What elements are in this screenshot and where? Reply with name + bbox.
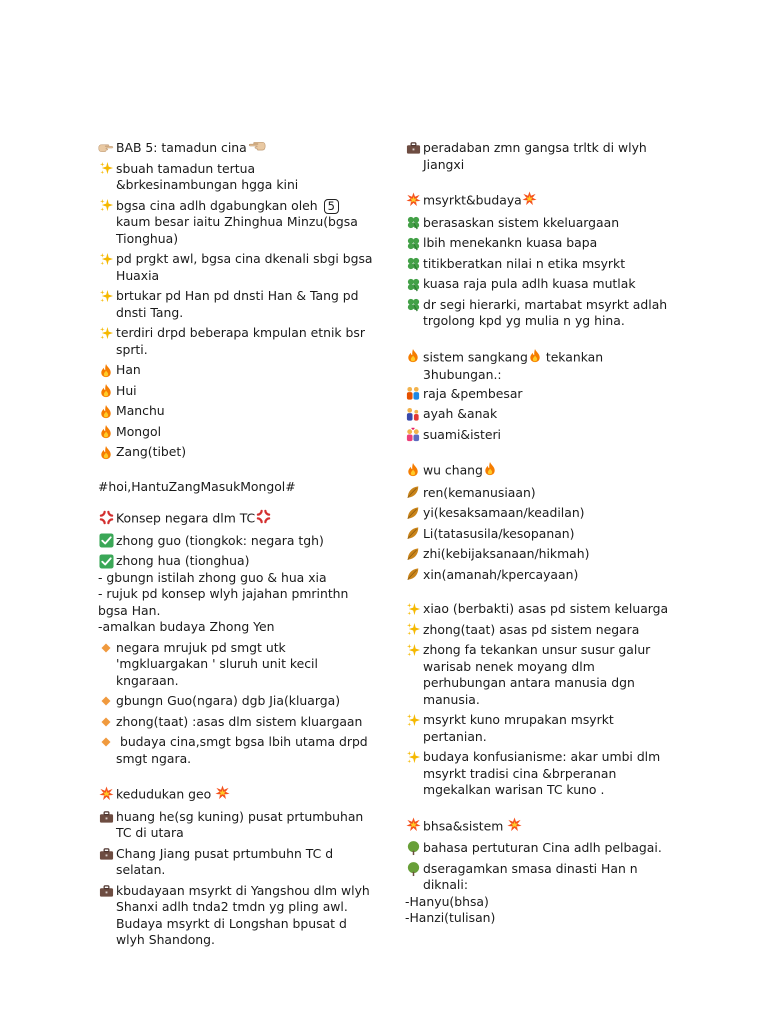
tree-item bbox=[405, 861, 675, 894]
tree-item bbox=[405, 840, 675, 857]
section-heading bbox=[405, 348, 675, 384]
sparkles-icon bbox=[98, 288, 114, 304]
four-leaf-clover-icon bbox=[405, 256, 421, 272]
dash-item: -Hanzi(tulisan) bbox=[405, 910, 496, 925]
pointing-left-hand-icon bbox=[248, 140, 266, 157]
collision-icon bbox=[522, 191, 537, 211]
ethnic-name: Hui bbox=[116, 382, 137, 398]
section-heading bbox=[98, 509, 378, 529]
clover-item bbox=[405, 256, 675, 273]
briefcase-icon bbox=[98, 883, 114, 899]
clover-text: kuasa raja pula adlh kuasa mutlak bbox=[423, 276, 636, 291]
fallen-leaf-icon bbox=[405, 485, 421, 501]
fire-icon bbox=[98, 362, 114, 378]
note-text: bgsa cina adlh dgabungkan oleh bbox=[116, 197, 318, 213]
hashtag: #hoi,HantuZangMasukMongol# bbox=[98, 478, 296, 494]
sparkles-icon bbox=[98, 161, 114, 177]
diamond-item bbox=[98, 693, 378, 710]
four-leaf-clover-icon bbox=[405, 297, 421, 313]
dash-item: -amalkan budaya Zhong Yen bbox=[98, 619, 275, 635]
section-heading bbox=[405, 191, 675, 211]
collision-icon bbox=[98, 785, 114, 801]
diamond-text: budaya cina,smgt bgsa lbih utama drpd smgt ngara. bbox=[116, 734, 372, 766]
orange-diamond-icon bbox=[98, 640, 114, 656]
dash-item: -Hanyu(bhsa) bbox=[405, 893, 489, 909]
ethnic-item bbox=[98, 383, 378, 400]
fallen-leaf-icon bbox=[405, 546, 421, 562]
leaf-item bbox=[405, 505, 675, 522]
note-text: pd prgkt awl, bgsa cina dkenali sbgi bgsa Huaxia bbox=[116, 251, 373, 283]
fallen-leaf-icon bbox=[405, 526, 421, 542]
check-mark-icon bbox=[98, 533, 114, 549]
check-item bbox=[98, 533, 378, 550]
sparkle-text: zhong(taat) asas pd sistem negara bbox=[423, 621, 640, 637]
fire-icon bbox=[98, 403, 114, 419]
leaf-text: ren(kemanusiaan) bbox=[423, 484, 536, 500]
briefcase-item bbox=[98, 809, 378, 842]
relation-text: ayah &anak bbox=[423, 406, 498, 421]
collision-icon bbox=[507, 817, 522, 837]
clover-item bbox=[405, 235, 675, 252]
ethnic-name: Han bbox=[116, 362, 141, 378]
sparkle-item bbox=[405, 642, 675, 708]
deciduous-tree-icon bbox=[405, 840, 421, 856]
section-heading-text: kedudukan geo bbox=[116, 786, 216, 802]
leaf-item bbox=[405, 485, 675, 502]
note-text: kaum besar iaitu Zhinghua Minzu(bgsa Tionghua) bbox=[116, 214, 358, 246]
relation-text: suami&isteri bbox=[423, 426, 501, 442]
sparkle-text: zhong fa tekankan unsur susur galur warisab nenek moyang dlm perhubungan antara manusia dgn manusia. bbox=[423, 642, 651, 707]
note-item bbox=[98, 198, 378, 248]
briefcase-item bbox=[98, 846, 378, 879]
orange-diamond-icon bbox=[98, 734, 114, 750]
section-heading bbox=[405, 817, 675, 837]
fire-icon bbox=[98, 383, 114, 399]
briefcase-item bbox=[98, 883, 378, 949]
section-heading-text: sistem sangkang bbox=[423, 348, 528, 364]
left-column bbox=[98, 140, 378, 953]
sparkle-text: xiao (berbakti) asas pd sistem keluarga bbox=[423, 601, 669, 616]
briefcase-text: kbudayaan msyrkt di Yangshou dlm wlyh Shanxi adlh tnda2 tmdn yg pling awl. Budaya msyrkt di Longshan bpusat d wlyh Shandong. bbox=[116, 882, 370, 948]
sparkles-icon bbox=[405, 642, 421, 658]
ethnic-item bbox=[98, 424, 378, 441]
fire-icon bbox=[528, 348, 542, 368]
anger-icon bbox=[98, 509, 114, 525]
briefcase-icon bbox=[98, 809, 114, 825]
briefcase-text: huang he(sg kuning) pusat prtumbuhan TC di utara bbox=[116, 808, 364, 841]
relation-item bbox=[405, 406, 675, 423]
section-heading-text: bhsa&sistem bbox=[423, 817, 508, 833]
leaf-item bbox=[405, 526, 675, 543]
clover-text: dr segi hierarki, martabat msyrkt adlah trgolong kpd yg mulia n yg hina. bbox=[423, 296, 668, 328]
ethnic-item bbox=[98, 444, 378, 461]
section-heading-text: msyrkt&budaya bbox=[423, 192, 522, 208]
ethnic-item bbox=[98, 403, 378, 420]
section-heading-text: tekankan 3hubungan.: bbox=[423, 348, 608, 382]
leaf-text: xin(amanah/kpercayaan) bbox=[423, 566, 579, 582]
sparkle-item bbox=[405, 622, 675, 639]
fire-icon bbox=[98, 444, 114, 460]
clover-item bbox=[405, 215, 675, 232]
briefcase-item bbox=[405, 140, 675, 173]
sparkle-text: budaya konfusianisme: akar umbi dlm msyrkt tradisi cina &brperanan mgekalkan warisan TC kuno . bbox=[423, 749, 661, 797]
note-item bbox=[98, 161, 378, 194]
couple-with-heart-icon bbox=[405, 427, 421, 443]
note-item bbox=[98, 325, 378, 358]
clover-text: lbih menekankn kuasa bapa bbox=[423, 235, 598, 250]
collision-icon bbox=[405, 191, 421, 207]
fallen-leaf-icon bbox=[405, 567, 421, 583]
check-item bbox=[98, 553, 378, 570]
diamond-text: zhong(taat) :asas dlm sistem kluargaan bbox=[116, 713, 363, 729]
leaf-text: zhi(kebijaksanaan/hikmah) bbox=[423, 546, 590, 561]
pointing-right-hand-icon bbox=[98, 140, 114, 156]
section-heading bbox=[405, 461, 675, 481]
relation-item bbox=[405, 386, 675, 403]
ethnic-name: Mongol bbox=[116, 423, 162, 439]
tree-text: bahasa pertuturan Cina adlh pelbagai. bbox=[423, 840, 662, 855]
people-holding-hands-icon bbox=[405, 386, 421, 402]
anger-icon bbox=[256, 509, 271, 529]
relation-item bbox=[405, 427, 675, 444]
sparkle-item bbox=[405, 601, 675, 618]
clover-text: berasaskan sistem kkeluargaan bbox=[423, 214, 620, 230]
clover-item bbox=[405, 297, 675, 330]
briefcase-icon bbox=[405, 140, 421, 156]
leaf-item bbox=[405, 567, 675, 584]
check-text: zhong hua (tionghua) bbox=[116, 553, 250, 569]
sparkles-icon bbox=[405, 622, 421, 638]
sparkles-icon bbox=[98, 198, 114, 214]
sparkles-icon bbox=[405, 749, 421, 765]
note-item bbox=[98, 251, 378, 284]
sparkle-text: msyrkt kuno mrupakan msyrkt pertanian. bbox=[423, 712, 614, 744]
relation-text: raja &pembesar bbox=[423, 385, 523, 401]
briefcase-text: peradaban zmn gangsa trltk di wlyh Jiangxi bbox=[423, 140, 647, 172]
sparkles-icon bbox=[405, 601, 421, 617]
note-text: brtukar pd Han pd dnsti Han & Tang pd dnsti Tang. bbox=[116, 288, 359, 320]
collision-icon bbox=[405, 817, 421, 833]
dash-item: - rujuk pd konsep wlyh jajahan pmrinthn bgsa Han. bbox=[98, 586, 349, 618]
fire-icon bbox=[98, 424, 114, 440]
collision-icon bbox=[215, 785, 230, 805]
note-text: sbuah tamadun tertua &brkesinambungan hgga kini bbox=[116, 160, 299, 193]
note-item bbox=[98, 288, 378, 321]
fire-icon bbox=[405, 348, 421, 364]
section-heading bbox=[98, 785, 378, 805]
right-column bbox=[405, 140, 675, 927]
sparkle-item bbox=[405, 712, 675, 745]
fire-icon bbox=[405, 461, 421, 477]
clover-item bbox=[405, 276, 675, 293]
fire-icon bbox=[483, 461, 497, 481]
ethnic-name: Zang(tibet) bbox=[116, 444, 187, 460]
leaf-item bbox=[405, 546, 675, 563]
sparkles-icon bbox=[405, 712, 421, 728]
deciduous-tree-icon bbox=[405, 861, 421, 877]
check-mark-icon bbox=[98, 553, 114, 569]
ethnic-item bbox=[98, 362, 378, 379]
family-icon bbox=[405, 406, 421, 422]
four-leaf-clover-icon bbox=[405, 235, 421, 251]
diamond-item bbox=[98, 734, 378, 767]
tree-text: dseragamkan smasa dinasti Han n diknali: bbox=[423, 860, 638, 892]
four-leaf-clover-icon bbox=[405, 276, 421, 292]
leaf-text: Li(tatasusila/kesopanan) bbox=[423, 525, 575, 541]
sparkles-icon bbox=[98, 251, 114, 267]
sparkles-icon bbox=[98, 325, 114, 341]
check-text: zhong guo (tiongkok: negara tgh) bbox=[116, 532, 324, 548]
briefcase-text: Chang Jiang pusat prtumbuhn TC d selatan. bbox=[116, 845, 334, 878]
diamond-item bbox=[98, 714, 378, 731]
chapter-title bbox=[98, 140, 378, 157]
chapter-title-text: BAB 5: tamadun cina bbox=[116, 140, 247, 155]
ethnic-name: Manchu bbox=[116, 403, 165, 419]
keycap-number-icon: 5 bbox=[324, 199, 339, 214]
diamond-item bbox=[98, 640, 378, 690]
orange-diamond-icon bbox=[98, 693, 114, 709]
clover-text: titikberatkan nilai n etika msyrkt bbox=[423, 255, 626, 271]
section-heading-text: wu chang bbox=[423, 462, 483, 478]
fallen-leaf-icon bbox=[405, 505, 421, 521]
dash-item: - gbungn istilah zhong guo & hua xia bbox=[98, 569, 327, 585]
note-text: terdiri drpd beberapa kmpulan etnik bsr sprti. bbox=[116, 325, 365, 357]
sparkle-item bbox=[405, 749, 675, 799]
diamond-text: gbungn Guo(ngara) dgb Jia(kluarga) bbox=[116, 693, 341, 709]
four-leaf-clover-icon bbox=[405, 215, 421, 231]
section-heading-text: Konsep negara dlm TC bbox=[116, 510, 256, 526]
briefcase-icon bbox=[98, 846, 114, 862]
diamond-text: negara mrujuk pd smgt utk 'mgkluargakan ' sluruh unit kecil kngaraan. bbox=[116, 639, 318, 688]
orange-diamond-icon bbox=[98, 714, 114, 730]
leaf-text: yi(kesaksamaan/keadilan) bbox=[423, 505, 585, 520]
